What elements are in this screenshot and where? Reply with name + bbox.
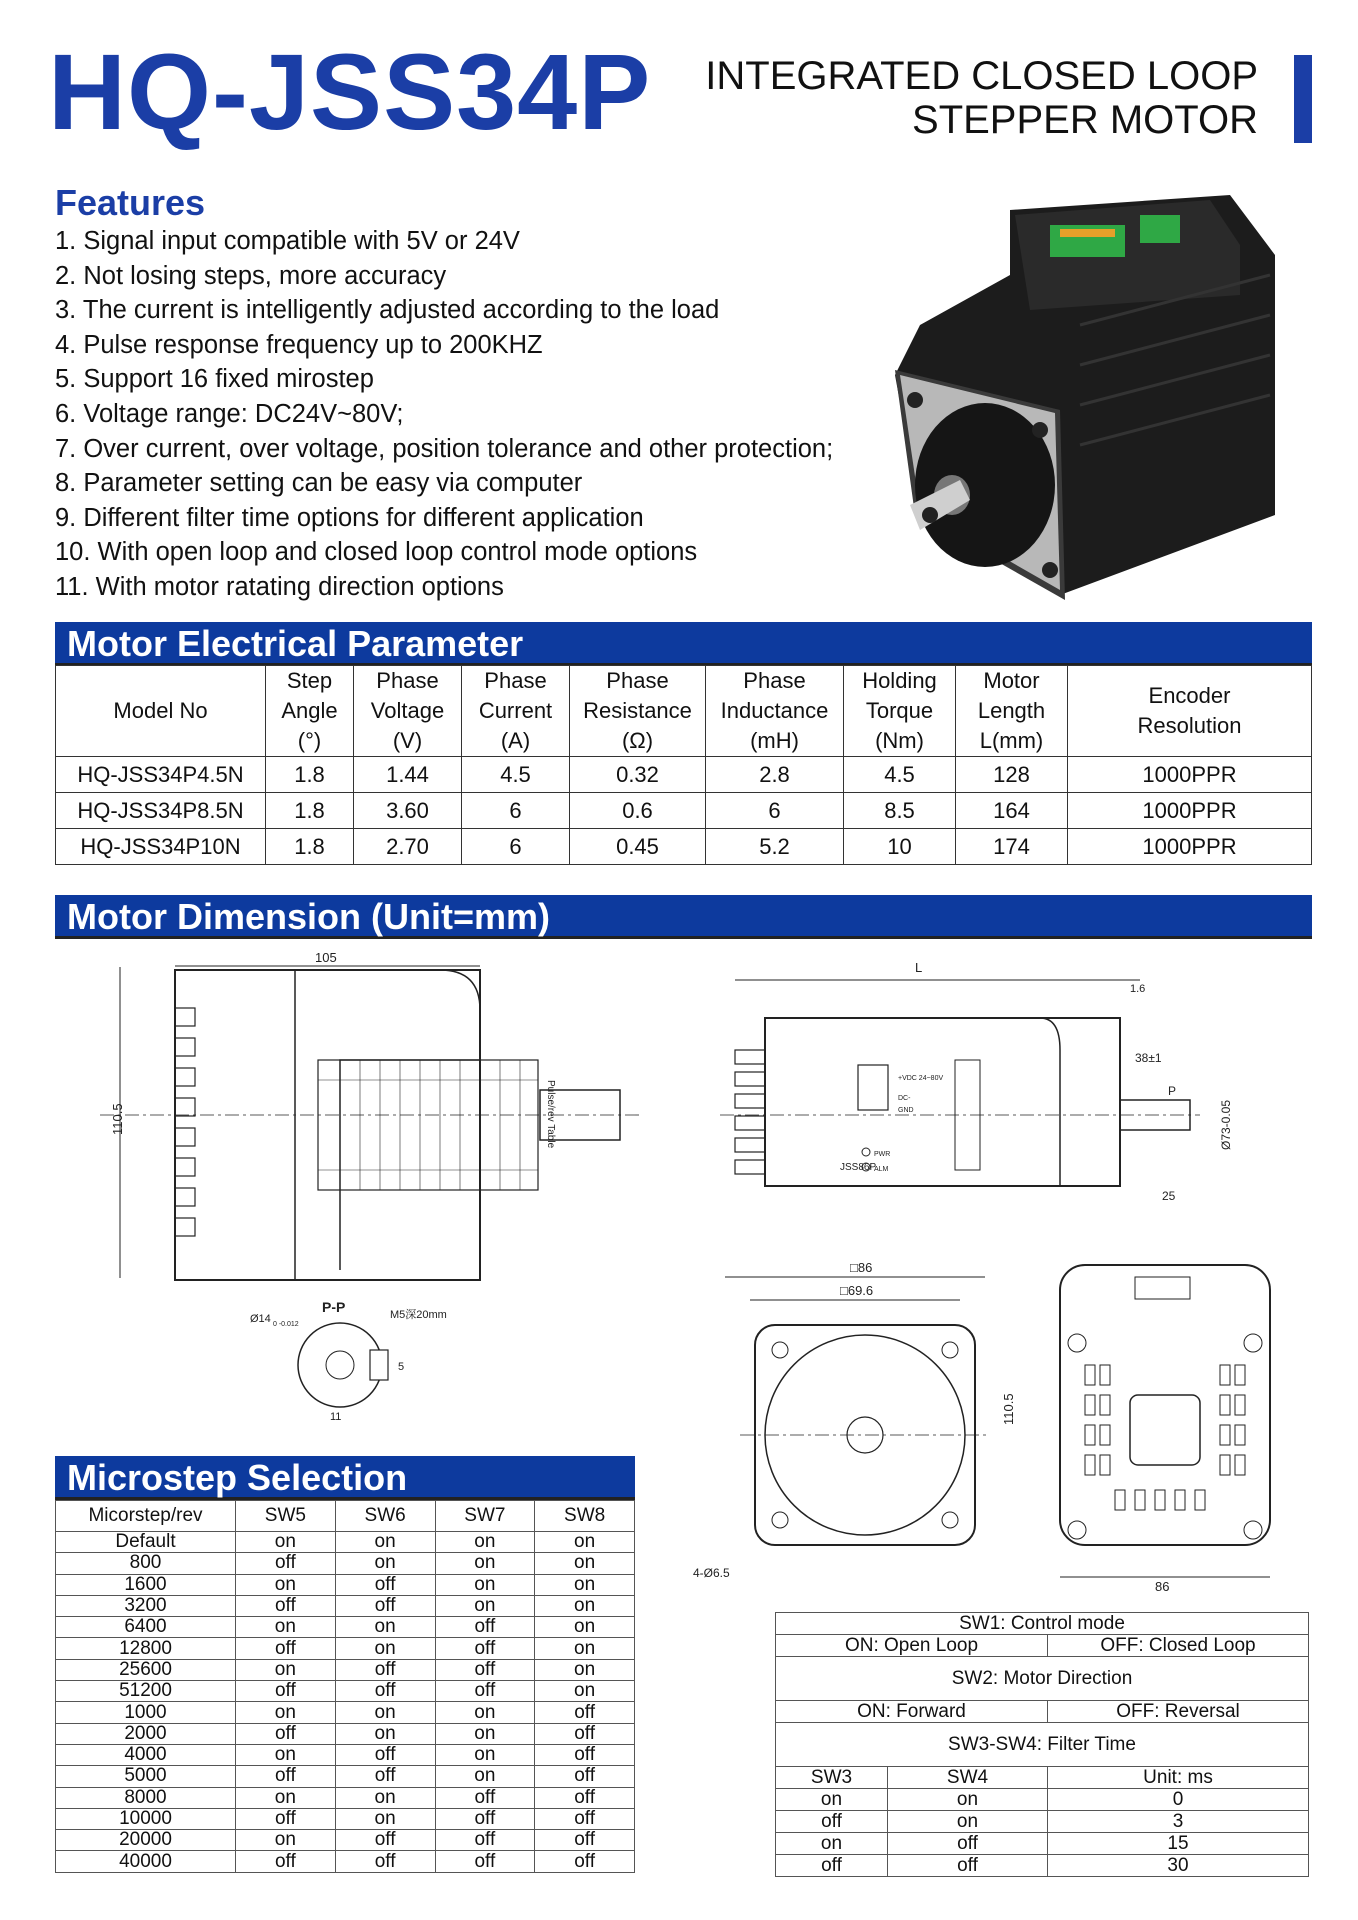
table-cell: off (236, 1723, 336, 1744)
dim-rear-width: 86 (1155, 1579, 1170, 1594)
table-cell: 4.5 (462, 757, 570, 793)
table-row (56, 757, 1312, 793)
column-header: SW6 (335, 1501, 435, 1532)
table-cell: off (535, 1808, 635, 1829)
p-mark: P (1168, 1084, 1177, 1098)
table-cell: on (535, 1659, 635, 1680)
table-row (776, 1789, 1309, 1811)
dim-outer: □86 (850, 1260, 873, 1275)
product-title: HQ-JSS34P (48, 31, 652, 152)
column-header (956, 666, 1068, 757)
table-cell: off (236, 1851, 336, 1872)
product-subtitle (705, 54, 1258, 142)
table-row (56, 1851, 635, 1872)
flat-dim: 11 (330, 1411, 342, 1423)
section-label: P-P (322, 1299, 346, 1315)
table-cell: 4.5 (844, 757, 956, 793)
vdc-label: +VDC 24~80V (898, 1075, 944, 1082)
dim-width: 105 (315, 950, 337, 965)
table-cell: on (535, 1553, 635, 1574)
dimension-heading: Motor Dimension (Unit=mm) (55, 895, 1312, 939)
feature-item: 4. Pulse response frequency up to 200KHZ (55, 330, 543, 359)
table-cell: 0.45 (570, 829, 706, 865)
table-row (56, 1532, 635, 1553)
table-cell: 1.8 (266, 757, 354, 793)
column-header: SW5 (236, 1501, 336, 1532)
accent-bar (1294, 55, 1312, 143)
switch-settings-table (775, 1612, 1309, 1877)
header-line: Model No (113, 698, 208, 723)
column-header (706, 666, 844, 757)
gnd-label: GND (898, 1107, 914, 1114)
table-cell: 164 (956, 793, 1068, 829)
table-row (56, 1595, 635, 1616)
column-header (844, 666, 956, 757)
table-cell: off (535, 1787, 635, 1808)
dim-height: 110.5 (110, 1103, 125, 1135)
header-line: (mH) (750, 728, 799, 753)
table-row (776, 1833, 1309, 1855)
feature-item: 8. Parameter setting can be easy via computer (55, 469, 583, 498)
sw3-header: SW3 (776, 1767, 888, 1789)
header-line: Resolution (1137, 713, 1242, 738)
table-cell: on (236, 1744, 336, 1765)
features-heading: Features (55, 182, 206, 223)
table-cell: off (335, 1830, 435, 1851)
header-line: Holding (862, 668, 937, 693)
table-cell: on (236, 1532, 336, 1553)
table-cell: on (435, 1766, 535, 1787)
table-cell: 1600 (56, 1574, 236, 1595)
table-cell: 40000 (56, 1851, 236, 1872)
feature-item: 10. With open loop and closed loop control mode options (55, 538, 698, 567)
table-row (56, 793, 1312, 829)
table-row (56, 1830, 635, 1851)
table-cell: on (236, 1702, 336, 1723)
sw1-title: SW1: Control mode (776, 1613, 1309, 1635)
table-cell: on (435, 1702, 535, 1723)
table-cell: 10 (844, 829, 956, 865)
table-cell: on (335, 1532, 435, 1553)
sw4-header: SW4 (888, 1767, 1048, 1789)
table-cell: off (435, 1787, 535, 1808)
header-line: Angle (281, 698, 338, 723)
front-view-drawing (690, 1255, 1000, 1585)
feature-item: 3. The current is intelligently adjusted according to the load (55, 296, 720, 325)
sw1-on: ON: Open Loop (776, 1635, 1048, 1657)
table-cell: on (236, 1574, 336, 1595)
table-cell: 25600 (56, 1659, 236, 1680)
table-cell: 30 (1048, 1855, 1309, 1877)
table-cell: off (335, 1851, 435, 1872)
table-cell: 1000PPR (1068, 829, 1312, 865)
sw2-title: SW2: Motor Direction (776, 1657, 1309, 1701)
column-header (462, 666, 570, 757)
column-header (1068, 666, 1312, 757)
table-cell: on (888, 1789, 1048, 1811)
table-row (56, 1808, 635, 1829)
header-line: (Ω) (621, 728, 654, 753)
table-cell: HQ-JSS34P4.5N (56, 757, 266, 793)
table-cell: off (535, 1723, 635, 1744)
top-view-drawing (720, 950, 1280, 1240)
table-cell: 15 (1048, 1833, 1309, 1855)
table-cell: HQ-JSS34P10N (56, 829, 266, 865)
table-header-row (56, 666, 1312, 757)
dim-shaft-len: 38±1 (1135, 1051, 1162, 1065)
table-row (56, 1553, 635, 1574)
header-line: Resistance (583, 698, 692, 723)
column-header (56, 666, 266, 757)
table-cell: off (236, 1766, 336, 1787)
table-cell: 3 (1048, 1811, 1309, 1833)
pulse-table-label: Pulse/rev Table (545, 1080, 556, 1149)
table-cell: off (535, 1744, 635, 1765)
table-cell: on (535, 1638, 635, 1659)
table-cell: 20000 (56, 1830, 236, 1851)
table-cell: on (535, 1574, 635, 1595)
column-header (570, 666, 706, 757)
table-row (56, 1702, 635, 1723)
feature-item: 9. Different filter time options for different application (55, 503, 644, 532)
table-cell: 8.5 (844, 793, 956, 829)
table-cell: on (236, 1787, 336, 1808)
rear-view-drawing (995, 1255, 1285, 1595)
motor-photo (890, 185, 1280, 605)
table-cell: off (435, 1808, 535, 1829)
table-cell: 1000PPR (1068, 793, 1312, 829)
table-cell: 800 (56, 1553, 236, 1574)
table-cell: off (776, 1811, 888, 1833)
dim-holes: 4-Ø6.5 (693, 1566, 730, 1580)
shaft-dia: Ø14 (250, 1313, 271, 1325)
feature-item: 2. Not losing steps, more accuracy (55, 261, 447, 290)
table-cell: 6 (462, 793, 570, 829)
table-cell: on (435, 1532, 535, 1553)
table-cell: off (335, 1681, 435, 1702)
table-cell: off (535, 1830, 635, 1851)
dim-gap: 1.6 (1130, 983, 1146, 995)
header-line: Phase (484, 668, 547, 693)
dim-pilot: Ø73-0.05 (1219, 1099, 1233, 1150)
table-cell: off (776, 1855, 888, 1877)
table-cell: off (236, 1638, 336, 1659)
column-header: SW7 (435, 1501, 535, 1532)
sw2-on: ON: Forward (776, 1701, 1048, 1723)
header-line: Torque (865, 698, 934, 723)
table-cell: off (535, 1702, 635, 1723)
table-row (776, 1855, 1309, 1877)
table-cell: 3.60 (354, 793, 462, 829)
table-row (56, 1681, 635, 1702)
table-cell: 128 (956, 757, 1068, 793)
table-cell: on (535, 1532, 635, 1553)
table-row (56, 1766, 635, 1787)
table-cell: 6 (706, 793, 844, 829)
table-cell: 1.44 (354, 757, 462, 793)
table-cell: on (236, 1617, 336, 1638)
table-cell: off (236, 1681, 336, 1702)
header-line: Motor (983, 668, 1040, 693)
table-cell: 2000 (56, 1723, 236, 1744)
table-cell: 1000PPR (1068, 757, 1312, 793)
table-cell: on (535, 1617, 635, 1638)
table-cell: on (435, 1595, 535, 1616)
shaft-tolerance: 0 -0.012 (273, 1321, 299, 1328)
key-width: 5 (398, 1361, 405, 1373)
table-row (56, 1617, 635, 1638)
feature-item: 6. Voltage range: DC24V~80V; (55, 399, 404, 428)
table-cell: on (335, 1808, 435, 1829)
table-cell: 2.70 (354, 829, 462, 865)
table-cell: off (236, 1808, 336, 1829)
table-cell: on (535, 1595, 635, 1616)
table-cell: 1000 (56, 1702, 236, 1723)
unit-header: Unit: ms (1048, 1767, 1309, 1789)
table-cell: 6 (462, 829, 570, 865)
table-cell: on (776, 1833, 888, 1855)
table-cell: on (435, 1574, 535, 1595)
sw2-off: OFF: Reversal (1048, 1701, 1309, 1723)
table-cell: 4000 (56, 1744, 236, 1765)
header-line: (A) (500, 728, 531, 753)
dim-length: L (915, 960, 923, 975)
table-cell: off (435, 1851, 535, 1872)
column-header (354, 666, 462, 757)
pwr-label: PWR (874, 1151, 891, 1158)
table-cell: 0.6 (570, 793, 706, 829)
alm-label: ALM (874, 1166, 889, 1173)
table-cell: on (435, 1744, 535, 1765)
subtitle-line: STEPPER MOTOR (912, 98, 1258, 142)
model-label: JSS86P (840, 1162, 877, 1173)
table-cell: Default (56, 1532, 236, 1553)
feature-item: 5. Support 16 fixed mirostep (55, 365, 374, 394)
table-cell: 10000 (56, 1808, 236, 1829)
table-cell: 8000 (56, 1787, 236, 1808)
table-cell: 12800 (56, 1638, 236, 1659)
table-cell: on (335, 1702, 435, 1723)
table-cell: off (535, 1851, 635, 1872)
header-line: Current (478, 698, 553, 723)
table-cell: on (435, 1723, 535, 1744)
header-line: Length (977, 698, 1046, 723)
table-row (776, 1811, 1309, 1833)
sw34-title: SW3-SW4: Filter Time (776, 1723, 1309, 1767)
column-header: SW8 (535, 1501, 635, 1532)
subtitle-line: INTEGRATED CLOSED LOOP (705, 54, 1258, 98)
table-cell: off (236, 1553, 336, 1574)
table-row (56, 1659, 635, 1680)
feature-item: 11. With motor ratating direction options (55, 572, 504, 601)
table-cell: off (236, 1595, 336, 1616)
feature-item: 1. Signal input compatible with 5V or 24V (55, 227, 520, 255)
table-row (56, 1787, 635, 1808)
table-cell: 0 (1048, 1789, 1309, 1811)
table-cell: off (435, 1617, 535, 1638)
table-row (56, 1723, 635, 1744)
table-cell: off (888, 1833, 1048, 1855)
thread-spec: M5深20mm (390, 1309, 447, 1321)
header-line: (°) (297, 728, 322, 753)
table-cell: off (435, 1830, 535, 1851)
dim-inner: □69.6 (840, 1283, 874, 1298)
dim-key-len: 25 (1162, 1189, 1176, 1203)
sw1-off: OFF: Closed Loop (1048, 1635, 1309, 1657)
header-line: Encoder (1148, 683, 1231, 708)
dc-label: DC- (898, 1095, 911, 1102)
table-cell: on (236, 1659, 336, 1680)
dim-rear-height: 110.5 (1001, 1393, 1016, 1425)
table-cell: on (335, 1787, 435, 1808)
table-cell: off (335, 1659, 435, 1680)
table-row (56, 1744, 635, 1765)
electrical-heading: Motor Electrical Parameter (55, 622, 1312, 666)
table-cell: 2.8 (706, 757, 844, 793)
microstep-table (55, 1500, 635, 1873)
header-line: (Nm) (875, 728, 924, 753)
electrical-table (55, 665, 1312, 865)
table-cell: off (535, 1766, 635, 1787)
table-cell: off (335, 1766, 435, 1787)
table-cell: 6400 (56, 1617, 236, 1638)
table-cell: on (335, 1723, 435, 1744)
header-line: Voltage (370, 698, 445, 723)
table-cell: 3200 (56, 1595, 236, 1616)
table-row (56, 1574, 635, 1595)
table-cell: off (335, 1574, 435, 1595)
table-cell: 51200 (56, 1681, 236, 1702)
table-cell: HQ-JSS34P8.5N (56, 793, 266, 829)
table-cell: off (335, 1595, 435, 1616)
table-cell: off (435, 1659, 535, 1680)
table-cell: on (435, 1553, 535, 1574)
table-cell: on (236, 1830, 336, 1851)
table-header-row (56, 1501, 635, 1532)
table-cell: 5.2 (706, 829, 844, 865)
table-cell: on (335, 1617, 435, 1638)
table-cell: off (335, 1744, 435, 1765)
table-cell: 0.32 (570, 757, 706, 793)
features-list (55, 224, 833, 605)
header-line: Step (286, 668, 333, 693)
table-cell: on (888, 1811, 1048, 1833)
table-cell: on (535, 1681, 635, 1702)
table-cell: on (335, 1553, 435, 1574)
table-cell: off (435, 1638, 535, 1659)
header-line: (V) (392, 728, 423, 753)
table-cell: on (335, 1638, 435, 1659)
table-cell: 174 (956, 829, 1068, 865)
header-line: Phase (743, 668, 806, 693)
header-line: Phase (376, 668, 439, 693)
feature-item: 7. Over current, over voltage, position tolerance and other protection; (55, 434, 834, 463)
microstep-heading: Microstep Selection (55, 1456, 635, 1500)
table-cell: 5000 (56, 1766, 236, 1787)
header-line: Phase (606, 668, 669, 693)
column-header: Micorstep/rev (56, 1501, 236, 1532)
header-line: Inductance (720, 698, 829, 723)
side-view-drawing (100, 950, 660, 1450)
table-cell: on (776, 1789, 888, 1811)
table-cell: off (435, 1681, 535, 1702)
table-cell: 1.8 (266, 829, 354, 865)
table-cell: off (888, 1855, 1048, 1877)
table-row (56, 1638, 635, 1659)
header-line: L(mm) (979, 728, 1044, 753)
column-header (266, 666, 354, 757)
table-cell: 1.8 (266, 793, 354, 829)
table-row (56, 829, 1312, 865)
